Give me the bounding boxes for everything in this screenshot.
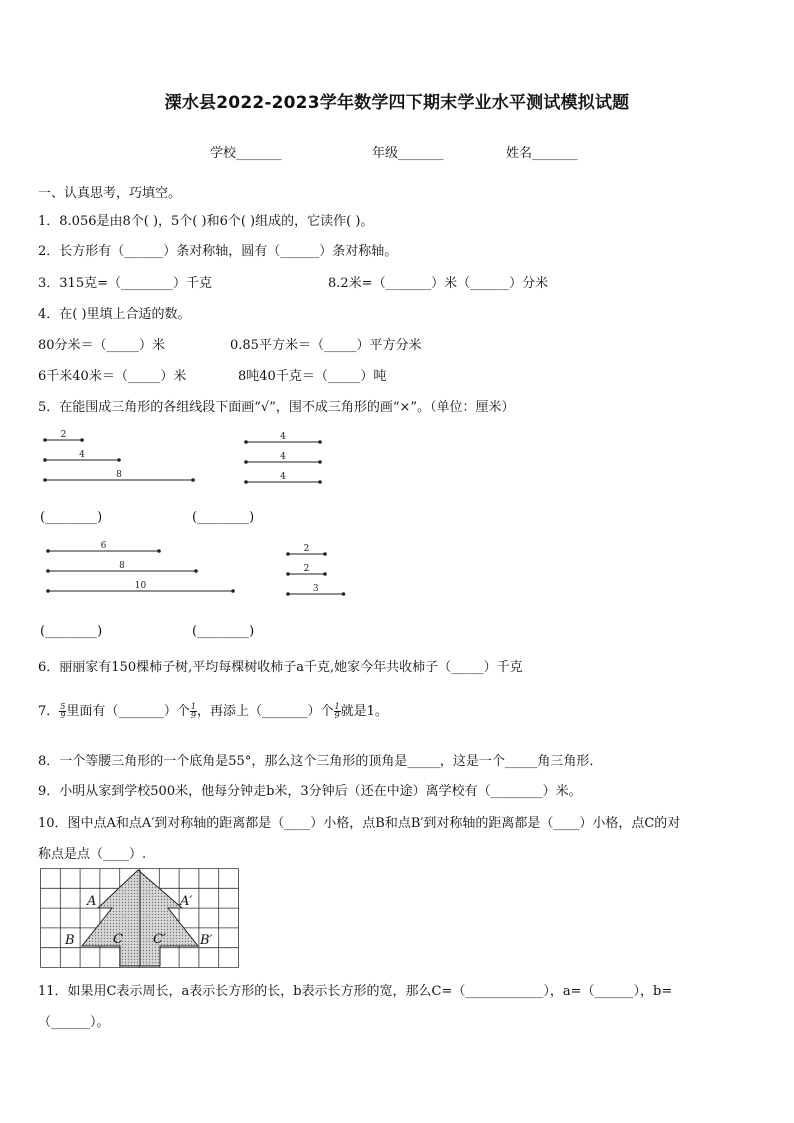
label-b: B [65, 933, 75, 948]
page-title: 溧水县2022-2023学年数学四下期末学业水平测试模拟试题 [164, 93, 630, 113]
segment-endpoint [286, 552, 290, 556]
frac-den: 9 [190, 711, 196, 720]
segment-length-label: 2 [303, 564, 310, 574]
segment-endpoint [191, 478, 195, 482]
segment-endpoint [286, 572, 290, 576]
q7-mid1: 里面有（_______）个 [66, 704, 190, 719]
q7-mid2: ，再添上（_______）个 [196, 704, 334, 719]
label-a-prime: A′ [180, 894, 193, 909]
question-2: 2．长方形有（______）条对称轴，圆有（______）条对称轴。 [38, 244, 398, 259]
frac-num: 5 [60, 702, 66, 711]
q7-prefix: 7． [38, 704, 60, 719]
answer-group-3[interactable]: (________) [40, 624, 103, 639]
segment-length-label: 8 [119, 561, 125, 571]
segment-length-label: 8 [116, 470, 122, 480]
fraction-1-9 [334, 703, 341, 720]
question-3b: 8.2米=（_______）米（______）分米 [328, 276, 549, 291]
question-6: 6．丽丽家有150棵柿子树,平均每棵树收柿子a千克,她家今年共收柿子（_____）千克 [38, 660, 523, 675]
segment-length-label: 10 [134, 581, 147, 591]
segment-endpoint [46, 549, 50, 553]
segment-endpoint [318, 480, 322, 484]
question-4b: 0.85平方米＝（_____）平方分米 [230, 338, 422, 353]
segment-endpoint [43, 458, 47, 462]
question-11b: （______）。 [38, 1015, 110, 1030]
frac-num: 1 [190, 702, 196, 711]
frac-den: 9 [60, 711, 66, 720]
question-4a: 80分米＝（_____）米 [38, 338, 166, 353]
frac-num: 1 [334, 702, 340, 711]
question-3a: 3．315克=（________）千克 [38, 276, 212, 291]
segment-endpoint [46, 589, 50, 593]
question-4d: 8吨40千克＝（_____）吨 [238, 369, 387, 384]
question-10b: 称点是点（____）. [38, 847, 147, 862]
segment-length-label: 6 [100, 541, 107, 551]
label-c-prime: C′ [153, 932, 166, 947]
grade-field[interactable]: 年级_______ [372, 146, 444, 161]
label-a: A [87, 894, 97, 909]
school-field[interactable]: 学校_______ [210, 146, 282, 161]
segment-endpoint [46, 569, 50, 573]
fraction-1-9 [190, 703, 197, 720]
section-heading: 一、认真思考，巧填空。 [38, 186, 182, 201]
question-10a: 10．图中点A和点A′到对称轴的距离都是（____）小格，点B和点B′到对称轴的距离都是（____）小格，点C的对 [38, 816, 681, 831]
segment-length-label: 4 [79, 450, 85, 460]
symmetry-grid-figure [40, 868, 240, 968]
segment-length-label: 4 [280, 432, 286, 442]
segment-endpoint [318, 460, 322, 464]
segment-endpoint [244, 460, 248, 464]
segment-endpoint [323, 552, 327, 556]
segment-endpoint [323, 572, 327, 576]
segment-endpoint [286, 592, 290, 596]
segment-endpoint [231, 589, 235, 593]
question-4: 4．在( )里填上合适的数。 [38, 307, 191, 322]
segment-length-label: 2 [60, 430, 67, 440]
question-11a: 11．如果用C表示周长，a表示长方形的长，b表示长方形的宽，那么C=（____________），a=（______），b= [38, 984, 673, 999]
answer-group-2[interactable]: (________) [192, 510, 255, 525]
segment-length-label: 4 [280, 452, 286, 462]
label-b-prime: B′ [200, 933, 213, 948]
segment-length-label: 2 [303, 544, 310, 554]
question-5: 5．在能围成三角形的各组线段下面画“√”，围不成三角形的画“×”。（单位：厘米） [38, 400, 515, 415]
name-field[interactable]: 姓名_______ [506, 146, 578, 161]
segment-endpoint [43, 478, 47, 482]
segment-endpoint [318, 440, 322, 444]
segment-length-label: 3 [312, 584, 319, 594]
segment-endpoint [194, 569, 198, 573]
q7-suffix: 就是1。 [340, 704, 388, 719]
segment-endpoint [43, 438, 47, 442]
question-8: 8．一个等腰三角形的一个底角是55°，那么这个三角形的顶角是_____，这是一个_____角三角形． [38, 754, 603, 769]
question-7 [38, 700, 388, 720]
segment-length-label: 4 [280, 472, 286, 482]
segment-endpoint [244, 480, 248, 484]
frac-den: 9 [334, 711, 340, 720]
segment-endpoint [157, 549, 161, 553]
question-4c: 6千米40米＝（_____）米 [38, 369, 187, 384]
label-c: C [113, 932, 123, 947]
answer-group-1[interactable]: (________) [40, 510, 103, 525]
segment-endpoint [117, 458, 121, 462]
segment-endpoint [342, 592, 346, 596]
question-9: 9．小明从家到学校500米，他每分钟走b米，3分钟后（还在中途）离学校有（________）米。 [38, 784, 582, 799]
segment-endpoint [80, 438, 84, 442]
answer-group-4[interactable]: (________) [192, 624, 255, 639]
question-1: 1．8.056是由8个( )，5个( )和6个( )组成的，它读作( )。 [38, 214, 374, 229]
segment-endpoint [244, 440, 248, 444]
